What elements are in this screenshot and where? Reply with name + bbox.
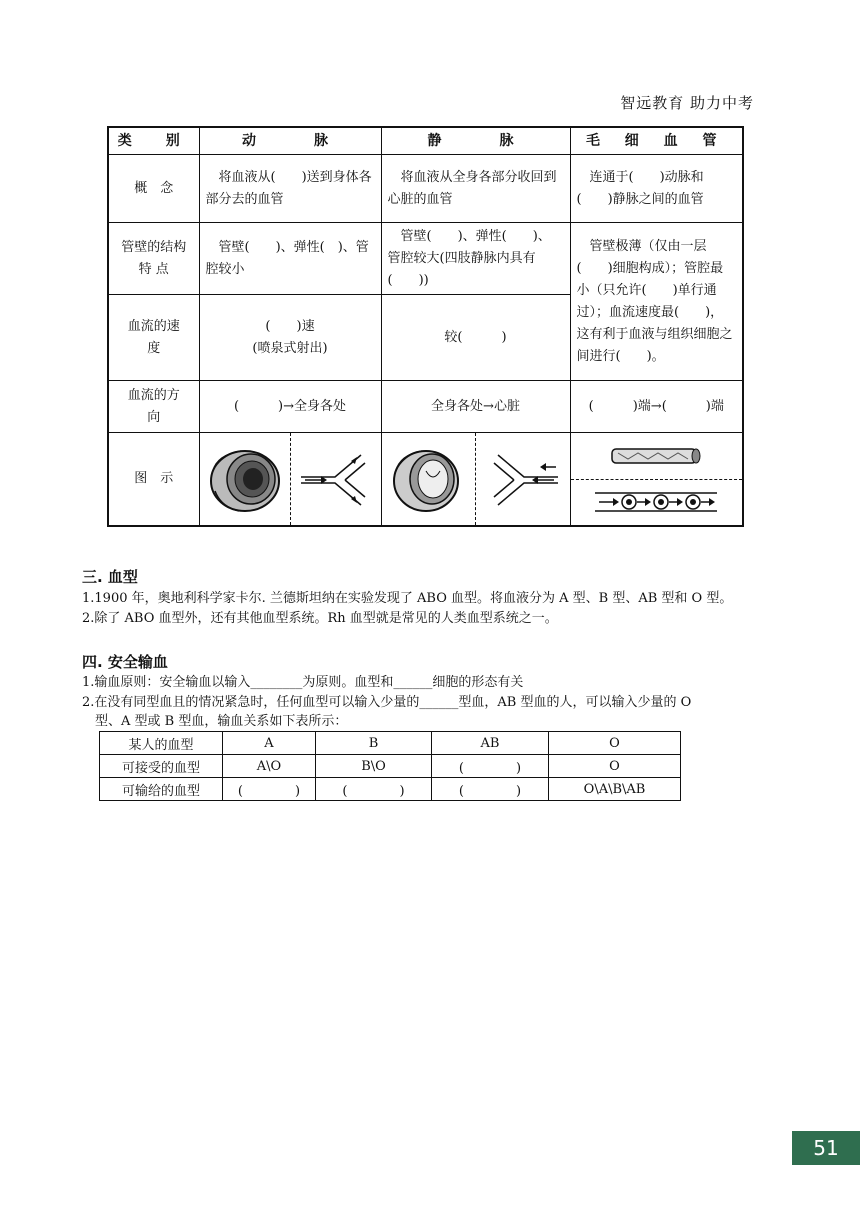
blood-vessel-table bbox=[107, 126, 744, 527]
vein-cross-section-image bbox=[382, 433, 476, 525]
label-direction: 血流的方 向 bbox=[108, 381, 199, 433]
label-structure: 管壁的结构 特 点 bbox=[108, 223, 199, 295]
cell: ( ) bbox=[432, 755, 549, 778]
page-number: 51 bbox=[792, 1131, 860, 1165]
vein-structure: 管壁( )、弹性( )、管腔较大(四肢静脉内具有( )) bbox=[381, 223, 570, 295]
section4-paragraph-1: 1.输血原则：安全输血以输入________为原则。血型和______细胞的形态有关 bbox=[82, 675, 524, 690]
row-figure bbox=[108, 433, 743, 527]
vein-figure bbox=[381, 433, 570, 527]
vein-concept: 将血液从全身各部分收回到心脏的血管 bbox=[381, 155, 570, 223]
cell: A\O bbox=[223, 755, 316, 778]
artery-direction: ( )→全身各处 bbox=[199, 381, 381, 433]
artery-speed bbox=[199, 295, 381, 381]
section3-title: 三. 血型 bbox=[82, 568, 138, 586]
table-row bbox=[100, 778, 681, 801]
cell: B bbox=[316, 732, 432, 755]
header-capillary: 毛 细 血 管 bbox=[570, 127, 743, 155]
table-row bbox=[100, 755, 681, 778]
artery-cross-section-image bbox=[200, 433, 290, 525]
row-direction bbox=[108, 381, 743, 433]
artery-concept: 将血液从( )送到身体各部分去的血管 bbox=[199, 155, 381, 223]
cell: AB bbox=[432, 732, 549, 755]
blood-type-table bbox=[99, 731, 681, 801]
cell: B\O bbox=[316, 755, 432, 778]
header-vein: 静 脉 bbox=[381, 127, 570, 155]
label-concept: 概 念 bbox=[108, 155, 199, 223]
capillary-tube-image bbox=[571, 433, 743, 479]
cell: 可输给的血型 bbox=[100, 778, 223, 801]
capillary-direction: ( )端→( )端 bbox=[570, 381, 743, 433]
artery-speed-line2: (喷泉式射出) bbox=[252, 340, 328, 356]
cell: ( ) bbox=[432, 778, 549, 801]
row-concept bbox=[108, 155, 743, 223]
cell: O bbox=[549, 732, 681, 755]
vein-direction: 全身各处→心脏 bbox=[381, 381, 570, 433]
cell: O\A\B\AB bbox=[549, 778, 681, 801]
cell: 可接受的血型 bbox=[100, 755, 223, 778]
vein-flow-diagram bbox=[475, 433, 570, 525]
cell: O bbox=[549, 755, 681, 778]
table-row bbox=[100, 732, 681, 755]
cell: 某人的血型 bbox=[100, 732, 223, 755]
vein-speed: 较( ) bbox=[381, 295, 570, 381]
cell: ( ) bbox=[316, 778, 432, 801]
capillary-figure bbox=[570, 433, 743, 527]
row-structure bbox=[108, 223, 743, 295]
cell: ( ) bbox=[223, 778, 316, 801]
artery-structure: 管壁( )、弹性( )、管腔较小 bbox=[199, 223, 381, 295]
section3-paragraph-1: 1.1900 年，奥地利科学家卡尔. 兰德斯坦纳在实验发现了 ABO 血型。将血液分为 A 型、B 型、AB 型和 O 型。 bbox=[82, 591, 733, 606]
cell: A bbox=[223, 732, 316, 755]
capillary-flow-diagram bbox=[571, 479, 743, 526]
section3-paragraph-2: 2.除了 ABO 血型外，还有其他血型系统。Rh 血型就是常见的人类血型系统之一。 bbox=[82, 611, 558, 626]
header-artery: 动 脉 bbox=[199, 127, 381, 155]
capillary-concept: 连通于( )动脉和( )静脉之间的血管 bbox=[570, 155, 743, 223]
section4-paragraph-2b: 型、A 型或 B 型血，输血关系如下表所示： bbox=[82, 714, 348, 729]
artery-flow-diagram bbox=[290, 433, 381, 525]
label-speed: 血流的速 度 bbox=[108, 295, 199, 381]
label-figure: 图 示 bbox=[108, 433, 199, 527]
section4-paragraph-2a: 2.在没有同型血且的情况紧急时，任何血型可以输入少量的______型血，AB 型血的人，可以输入少量的 O bbox=[82, 695, 692, 710]
section4-title: 四. 安全输血 bbox=[82, 653, 168, 671]
artery-speed-line1: ( )速 bbox=[265, 318, 315, 334]
capillary-structure: 管壁极薄（仅由一层( )细胞构成）；管腔最小（只允许( )单行通过）；血流速度最( )，这有利于血液与组织细胞之间进行( )。 bbox=[570, 223, 743, 381]
page-header: 智远教育 助力中考 bbox=[620, 94, 754, 112]
artery-figure bbox=[199, 433, 381, 527]
header-category: 类 别 bbox=[108, 127, 199, 155]
table-header-row bbox=[108, 127, 743, 155]
